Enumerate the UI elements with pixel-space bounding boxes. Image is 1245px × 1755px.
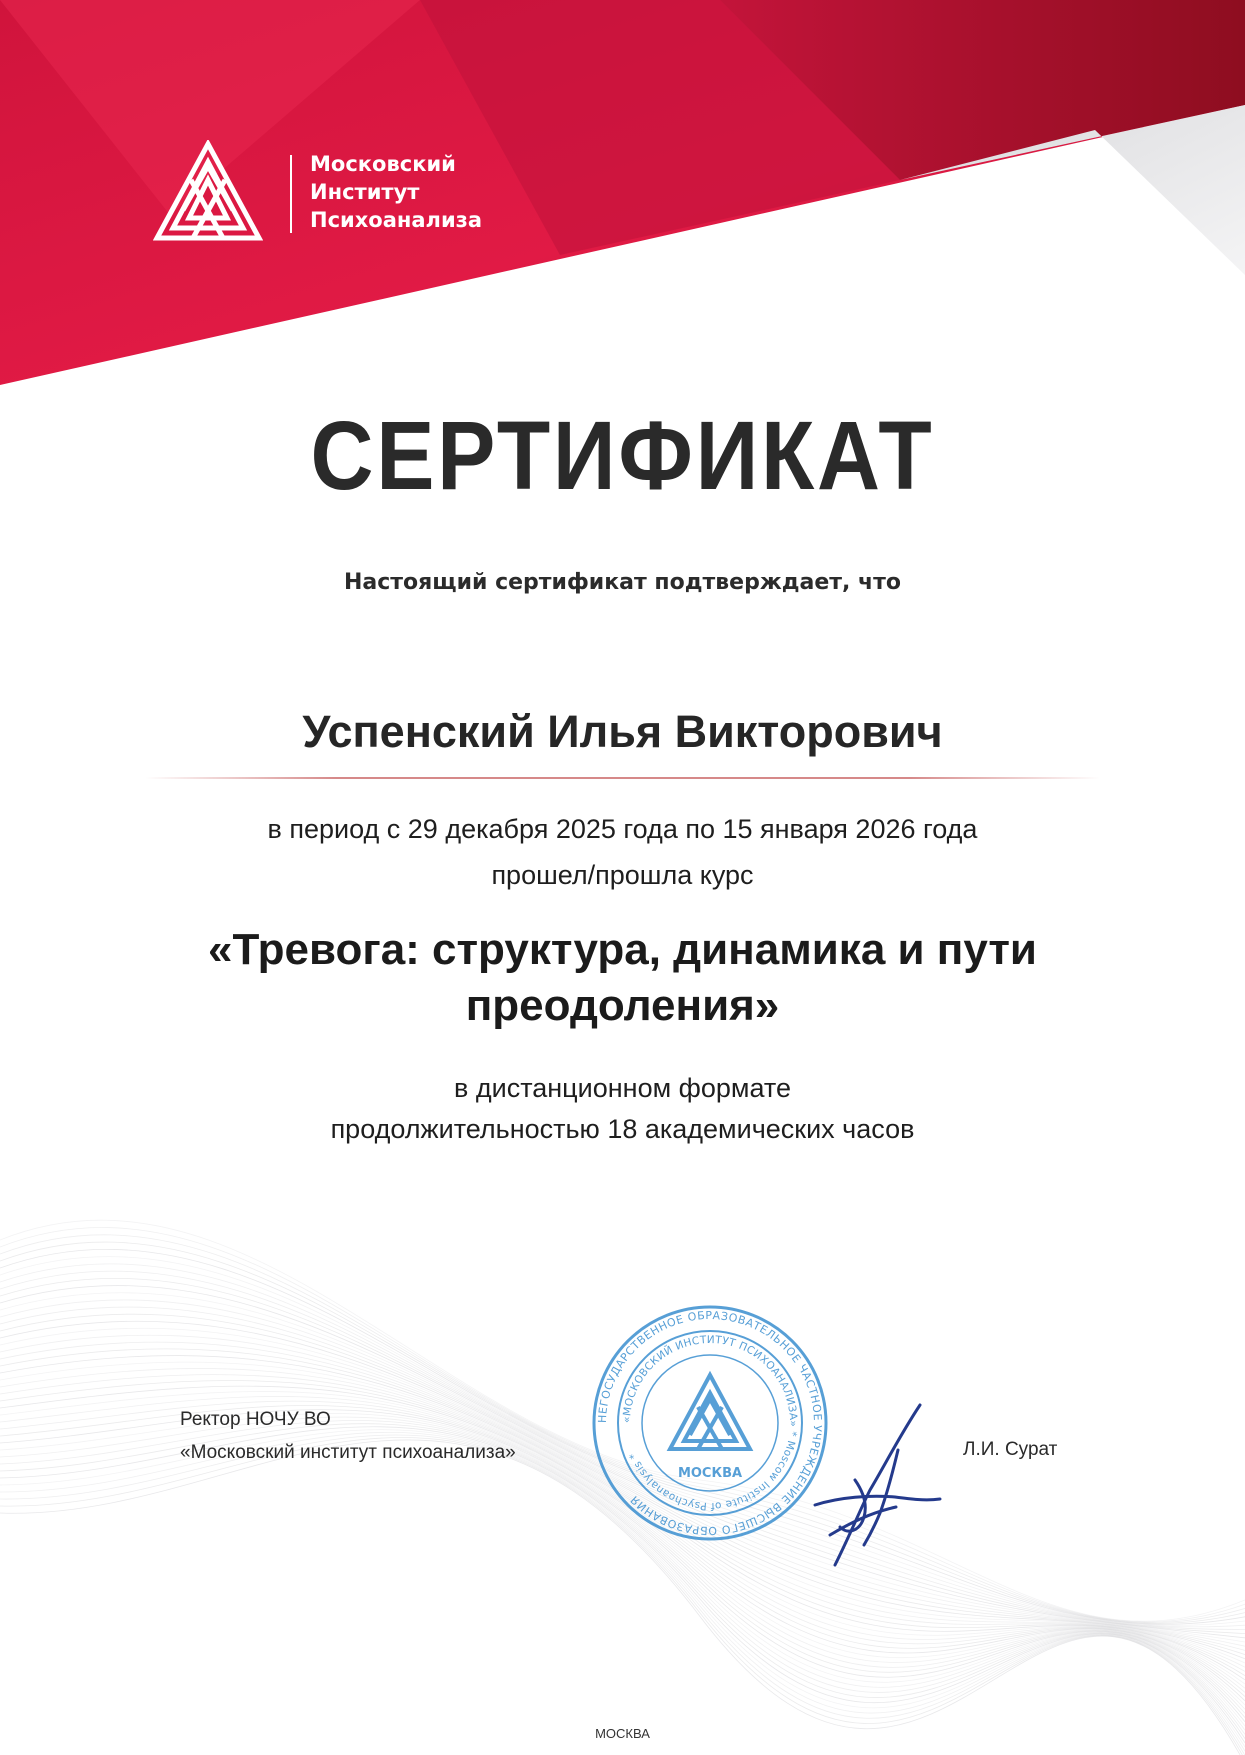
rector-position <box>180 1403 516 1469</box>
seal-outer-text: НЕГОСУДАРСТВЕННОЕ ОБРАЗОВАТЕЛЬНОЕ ЧАСТНОЕ УЧРЕЖДЕНИЕ ВЫСШЕГО ОБРАЗОВАНИЯ <box>595 1308 825 1538</box>
rector-signature <box>800 1395 970 1575</box>
institute-seal <box>590 1303 830 1543</box>
svg-text:«МОСКОВСКИЙ ИНСТИТУТ ПСИХОАНАЛ <box>621 1334 799 1512</box>
course-title-line-2: преодоления» <box>465 981 780 1030</box>
seal-city: МОСКВА <box>677 1466 743 1481</box>
org-name-line-3: Психоанализа <box>310 208 483 232</box>
seal-inner-text: «МОСКОВСКИЙ ИНСТИТУТ ПСИХОАНАЛИЗА» * Moscow Institute of Psychoanalysis * <box>620 1333 800 1513</box>
org-name-line-2: Институт <box>310 180 420 204</box>
footer-city: МОСКВА <box>595 1726 650 1741</box>
study-format: в дистанционном формате <box>454 1073 791 1103</box>
recipient-name: Успенский Илья Викторович <box>302 706 943 757</box>
triangle-knot-logo-icon <box>153 140 263 242</box>
name-underline <box>145 777 1100 779</box>
logo-divider <box>290 155 292 233</box>
course-title <box>100 922 1145 1034</box>
org-name-line-1: Московский <box>310 152 456 176</box>
org-name <box>310 150 482 234</box>
completion-text: прошел/прошла курс <box>491 860 754 890</box>
rector-position-line-1: Ректор НОЧУ ВО <box>180 1409 331 1430</box>
certificate-title: СЕРТИФИКАТ <box>310 401 935 510</box>
course-title-line-1: «Тревога: структура, динамика и пути <box>208 925 1037 974</box>
signer-name: Л.И. Сурат <box>963 1439 1058 1460</box>
rector-position-line-2: «Московский институт психоанализа» <box>180 1442 516 1463</box>
course-duration: продолжительностью 18 академических часов <box>330 1114 915 1144</box>
certificate-subtitle: Настоящий сертификат подтверждает, что <box>344 570 901 595</box>
study-period: в период с 29 декабря 2025 года по 15 января 2026 года <box>267 814 978 844</box>
seal-logo-icon <box>670 1375 750 1449</box>
